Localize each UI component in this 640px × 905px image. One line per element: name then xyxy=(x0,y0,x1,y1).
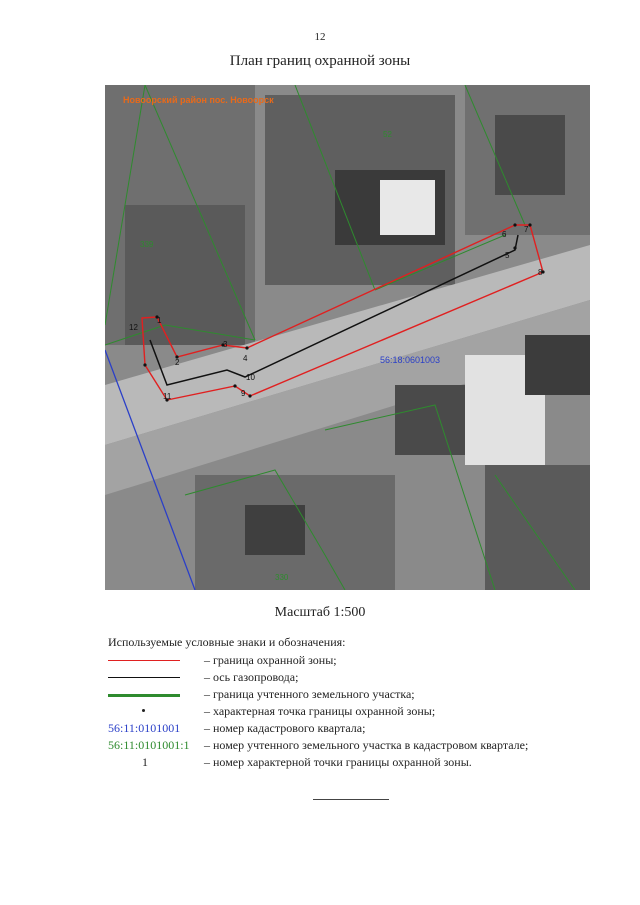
legend-item-parcel-number xyxy=(108,737,608,754)
legend-text: – граница охранной зоны; xyxy=(204,653,337,667)
legend-title: Используемые условные знаки и обозначения: xyxy=(108,635,346,649)
legend xyxy=(108,634,608,771)
parcel-label: 339 xyxy=(140,240,154,249)
point-label-3: 3 xyxy=(223,340,228,349)
page-number: 12 xyxy=(314,31,326,43)
legend-item-gas-axis xyxy=(108,669,608,686)
scale-caption: Масштаб 1:500 xyxy=(274,605,366,620)
legend-item-point xyxy=(108,703,608,720)
parcel-label: 52 xyxy=(383,130,392,139)
point-label-6: 6 xyxy=(502,230,507,239)
legend-item-parcel-boundary xyxy=(108,686,608,703)
legend-text: – номер кадастрового квартала; xyxy=(204,721,366,735)
legend-text: – граница учтенного земельного участка; xyxy=(204,687,415,701)
legend-item-point-number xyxy=(108,754,608,771)
legend-code: 56:11:0101001 xyxy=(108,721,181,735)
footer-divider xyxy=(313,799,389,800)
legend-code: 1 xyxy=(142,755,148,769)
point-dot-icon xyxy=(142,709,145,712)
parcel-label: 330 xyxy=(275,573,289,582)
legend-item-quarter-number xyxy=(108,720,608,737)
point-label-2: 2 xyxy=(175,358,180,367)
point-label-10: 10 xyxy=(246,373,255,382)
point-label-9: 9 xyxy=(241,389,246,398)
point-label-11: 11 xyxy=(163,392,172,401)
legend-code: 56:11:0101001:1 xyxy=(108,738,190,752)
page-title: План границ охранной зоны xyxy=(229,53,411,69)
quarter-label: 56:18:0601003 xyxy=(380,355,441,365)
point-label-7: 7 xyxy=(524,225,529,234)
legend-text: – номер характерной точки границы охранной зоны. xyxy=(204,755,472,769)
legend-item-zone-boundary xyxy=(108,652,608,669)
legend-text: – номер учтенного земельного участка в кадастровом квартале; xyxy=(204,738,529,752)
region-label: Новоорский район пос. Новоорск xyxy=(123,95,274,105)
aerial-map xyxy=(105,85,590,590)
point-label-8: 8 xyxy=(538,268,543,277)
point-label-1: 1 xyxy=(157,316,162,325)
point-label-12: 12 xyxy=(129,323,138,332)
point-label-5: 5 xyxy=(505,251,510,260)
point-label-4: 4 xyxy=(243,354,248,363)
legend-text: – характерная точка границы охранной зоны; xyxy=(204,704,436,718)
legend-text: – ось газопровода; xyxy=(204,670,299,684)
